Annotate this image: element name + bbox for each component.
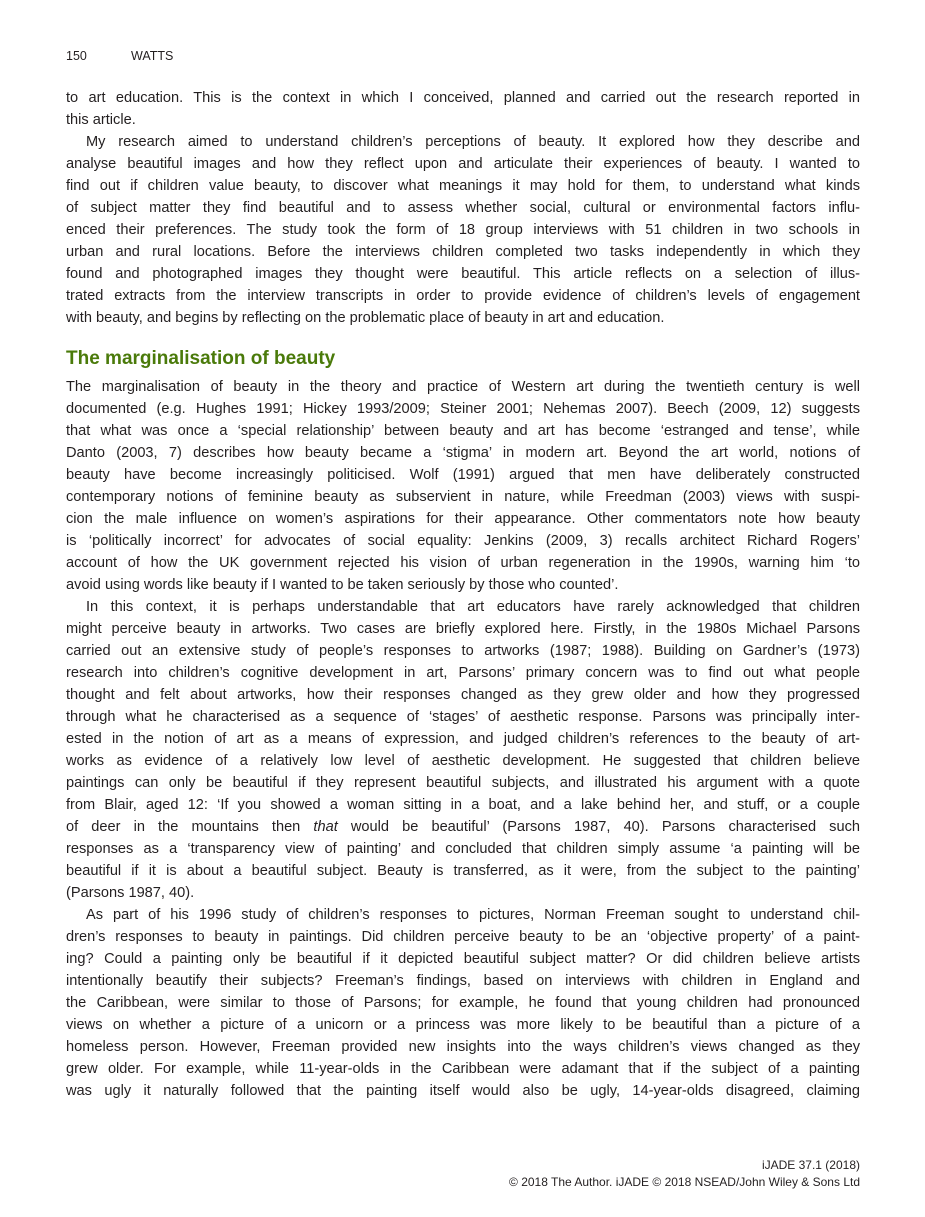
text-line: is ‘politically incorrect’ for advocates of social equality: Jenkins (2009, 3) recalls architect Richard Rogers’ — [66, 533, 860, 549]
text-line: that what was once a ‘special relationship’ between beauty and art has become ‘estranged and tense’, while — [66, 423, 860, 439]
text-line: might perceive beauty in artworks. Two cases are briefly explored here. Firstly, in the 1980s Michael Parsons — [66, 621, 860, 637]
text-line: cion the male influence on women’s aspirations for their appearance. Other commentators note how beauty — [66, 511, 860, 527]
text-line: avoid using words like beauty if I wanted to be taken seriously by those who counted’. — [66, 577, 619, 593]
text-line: responses as a ‘transparency view of painting’ and concluded that children simply assume ‘a painting will be — [66, 841, 860, 857]
text-line: intentionally beautify their subjects? Freeman’s findings, based on interviews with children in England and — [66, 973, 860, 989]
text-line: ing? Could a painting only be beautiful if it depicted beautiful subject matter? Or did children believe artists — [66, 951, 860, 967]
text-line: grew older. For example, while 11-year-olds in the Caribbean were adamant that if the subject of a painting — [66, 1061, 860, 1077]
text-line: find out if children value beauty, to discover what meanings it may hold for them, to understand what kinds — [66, 178, 860, 194]
text-line: of subject matter they find beautiful and to assess whether social, cultural or environmental factors influ- — [66, 200, 860, 216]
text-line: contemporary notions of feminine beauty as subservient in nature, while Freedman (2003) views with suspi- — [66, 489, 860, 505]
copyright-notice: © 2018 The Author. iJADE © 2018 NSEAD/John Wiley & Sons Ltd — [509, 1175, 860, 1189]
text-line: with beauty, and begins by reflecting on the problematic place of beauty in art and education. — [66, 310, 665, 326]
page-number: 150 — [66, 49, 87, 63]
text-line: paintings can only be beautiful if they represent beautiful subjects, and illustrated his argument with a quote — [66, 775, 860, 791]
text-line: analyse beautiful images and how they reflect upon and articulate their experiences of beauty. I wanted to — [66, 156, 860, 172]
text-line: homeless person. However, Freeman provided new insights into the ways children’s views changed as they — [66, 1039, 860, 1055]
text-line: ested in the notion of art as a means of expression, and judged children’s references to the beauty of art- — [66, 731, 860, 747]
text-line: thought and felt about artworks, how their responses changed as they grew older and how they progressed — [66, 687, 860, 703]
text-line: views on whether a picture of a unicorn or a princess was more likely to be beautiful than a picture of a — [66, 1017, 860, 1033]
paragraph — [66, 131, 860, 329]
text-line: As part of his 1996 study of children’s responses to pictures, Norman Freeman sought to understand chil- — [86, 907, 860, 923]
text-line: to art education. This is the context in which I conceived, planned and carried out the research reported in — [66, 90, 860, 106]
text-line: beautiful if it is about a beautiful subject. Beauty is transferred, as it were, from the subject to the painting’ — [66, 863, 860, 879]
text-line: account of how the UK government rejected his vision of urban regeneration in the 1990s, warning him ‘to — [66, 555, 860, 571]
paragraph — [66, 87, 860, 131]
text-line: from Blair, aged 12: ‘If you showed a woman sitting in a boat, and a lake behind her, and stuff, or a couple — [66, 797, 860, 813]
text-line: dren’s responses to beauty in paintings. Did children perceive beauty to be an ‘objective property’ of a paint- — [66, 929, 860, 945]
text-line: beauty have become increasingly politicised. Wolf (1991) argued that men have deliberately constructed — [66, 467, 860, 483]
text-line: trated extracts from the interview transcripts in order to provide evidence of children’s levels of engagement — [66, 288, 860, 304]
paragraph — [66, 904, 860, 1102]
section-heading: The marginalisation of beauty — [66, 348, 336, 369]
text-line: this article. — [66, 112, 136, 128]
text-line: carried out an extensive study of people’s responses to artworks (1987; 1988). Building on Gardner’s (1973) — [66, 643, 860, 659]
italic-text: that — [313, 819, 338, 835]
running-head-author: WATTS — [131, 49, 174, 63]
text-segment: would be beautiful’ (Parsons 1987, 40). Parsons characterised such — [337, 819, 861, 835]
text-line: In this context, it is perhaps understandable that art educators have rarely acknowledged that children — [86, 599, 860, 615]
section-paragraphs — [66, 376, 860, 1102]
text-line: through what he characterised as a sequence of ‘stages’ of aesthetic response. Parsons was principally inter- — [66, 709, 860, 725]
text-line: Danto (2003, 7) describes how beauty became a ‘stigma’ in modern art. Beyond the art world, notions of — [66, 445, 860, 461]
text-line: The marginalisation of beauty in the theory and practice of Western art during the twentieth century is well — [66, 379, 860, 395]
text-line: My research aimed to understand children’s perceptions of beauty. It explored how they describe and — [86, 134, 860, 150]
intro-paragraphs — [66, 87, 860, 329]
page-footer — [509, 1157, 860, 1191]
journal-issue: iJADE 37.1 (2018) — [761, 1158, 860, 1172]
text-line: urban and rural locations. Before the interviews children completed two tasks independently in which they — [66, 244, 860, 260]
text-line — [66, 816, 860, 838]
text-line: research into children’s cognitive development in art, Parsons’ primary concern was to find out what people — [66, 665, 860, 681]
text-line: (Parsons 1987, 40). — [66, 885, 195, 901]
text-line: enced their preferences. The study took the form of 18 group interviews with 51 children in two schools in — [66, 222, 860, 238]
article-body — [66, 87, 860, 1102]
text-line: was ugly it naturally followed that the painting itself would also be ugly, 14-year-olds disagreed, claiming — [66, 1083, 860, 1099]
text-line: the Caribbean, were similar to those of Parsons; for example, he found that young children had pronounced — [66, 995, 860, 1011]
text-line: found and photographed images they thought were beautiful. This article reflects on a selection of illus- — [66, 266, 860, 282]
text-segment: of deer in the mountains then — [66, 819, 314, 835]
text-line: works as evidence of a relatively low level of aesthetic development. He suggested that children believe — [66, 753, 860, 769]
paragraph — [66, 376, 860, 596]
text-line: documented (e.g. Hughes 1991; Hickey 1993/2009; Steiner 2001; Nehemas 2007). Beech (2009, 12) suggests — [66, 401, 860, 417]
paragraph — [66, 596, 860, 904]
